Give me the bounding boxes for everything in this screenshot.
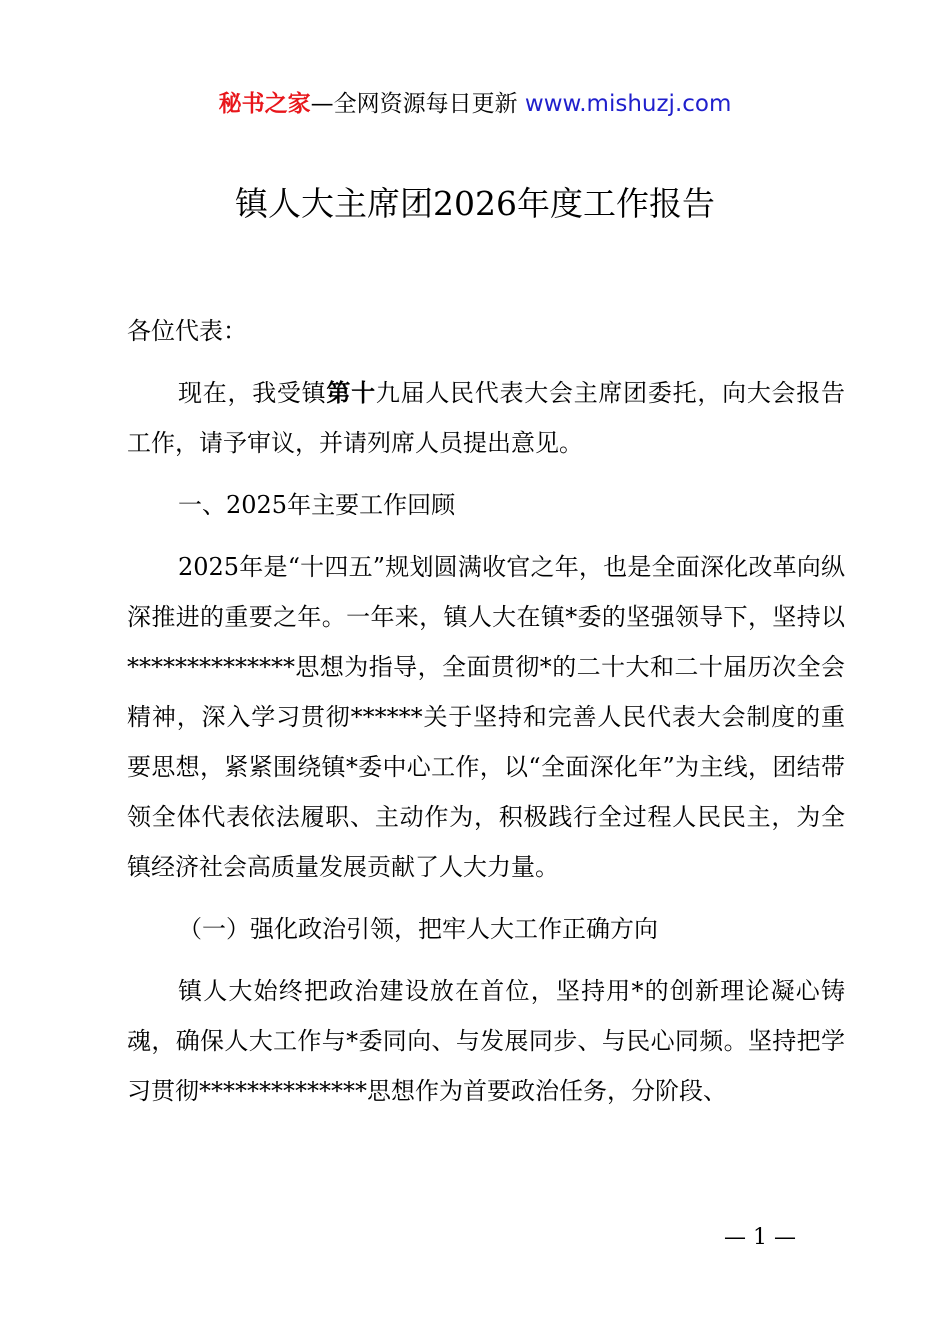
header-slogan: —全网资源每日更新 xyxy=(310,91,518,117)
intro-text-before: 现在，我受镇 xyxy=(178,379,327,407)
brand-name: 秘书之家 xyxy=(218,91,311,117)
document-body xyxy=(127,306,845,1116)
site-url-link[interactable]: www.mishuzj.com xyxy=(524,91,732,117)
intro-text-after: 九届人民代表大会主席团委托，向大会报告工作，请予审议，并请列席人员提出意见。 xyxy=(127,379,846,457)
intro-paragraph xyxy=(127,368,845,468)
site-header xyxy=(0,88,950,120)
subsection-paragraph: 镇人大始终把政治建设放在首位，坚持用*的创新理论凝心铸魂，确保人大工作与*委同向、与发展同步、与民心同频。坚持把学习贯彻**************思想作为首要政治任务，分阶段、 xyxy=(127,977,845,1105)
subsection-heading: （一）强化政治引领，把牢人大工作正确方向 xyxy=(178,915,658,943)
section-paragraph: 2025年是“十四五”规划圆满收官之年，也是全面深化改革向纵深推进的重要之年。一年来，镇人大在镇*委的坚强领导下，坚持以**************思想为指导，全面贯彻*的二十大和二十届历次全会精神，深入学习贯彻******关于坚持和完善人民代表大会制度的重要思想，紧紧围绕镇*委中心工作，以“全面深化年”为主线，团结带领全体代表依法履职、主动作为，积极践行全过程人民民主，为全镇经济社会高质量发展贡献了人大力量。 xyxy=(127,553,845,881)
intro-bold-text: 第十 xyxy=(326,378,376,407)
section-heading: 一、2025年主要工作回顾 xyxy=(178,491,456,519)
page-number: — 1 — xyxy=(724,1225,796,1250)
salutation: 各位代表： xyxy=(127,317,247,345)
document-title: 镇人大主席团2026年度工作报告 xyxy=(235,184,715,223)
